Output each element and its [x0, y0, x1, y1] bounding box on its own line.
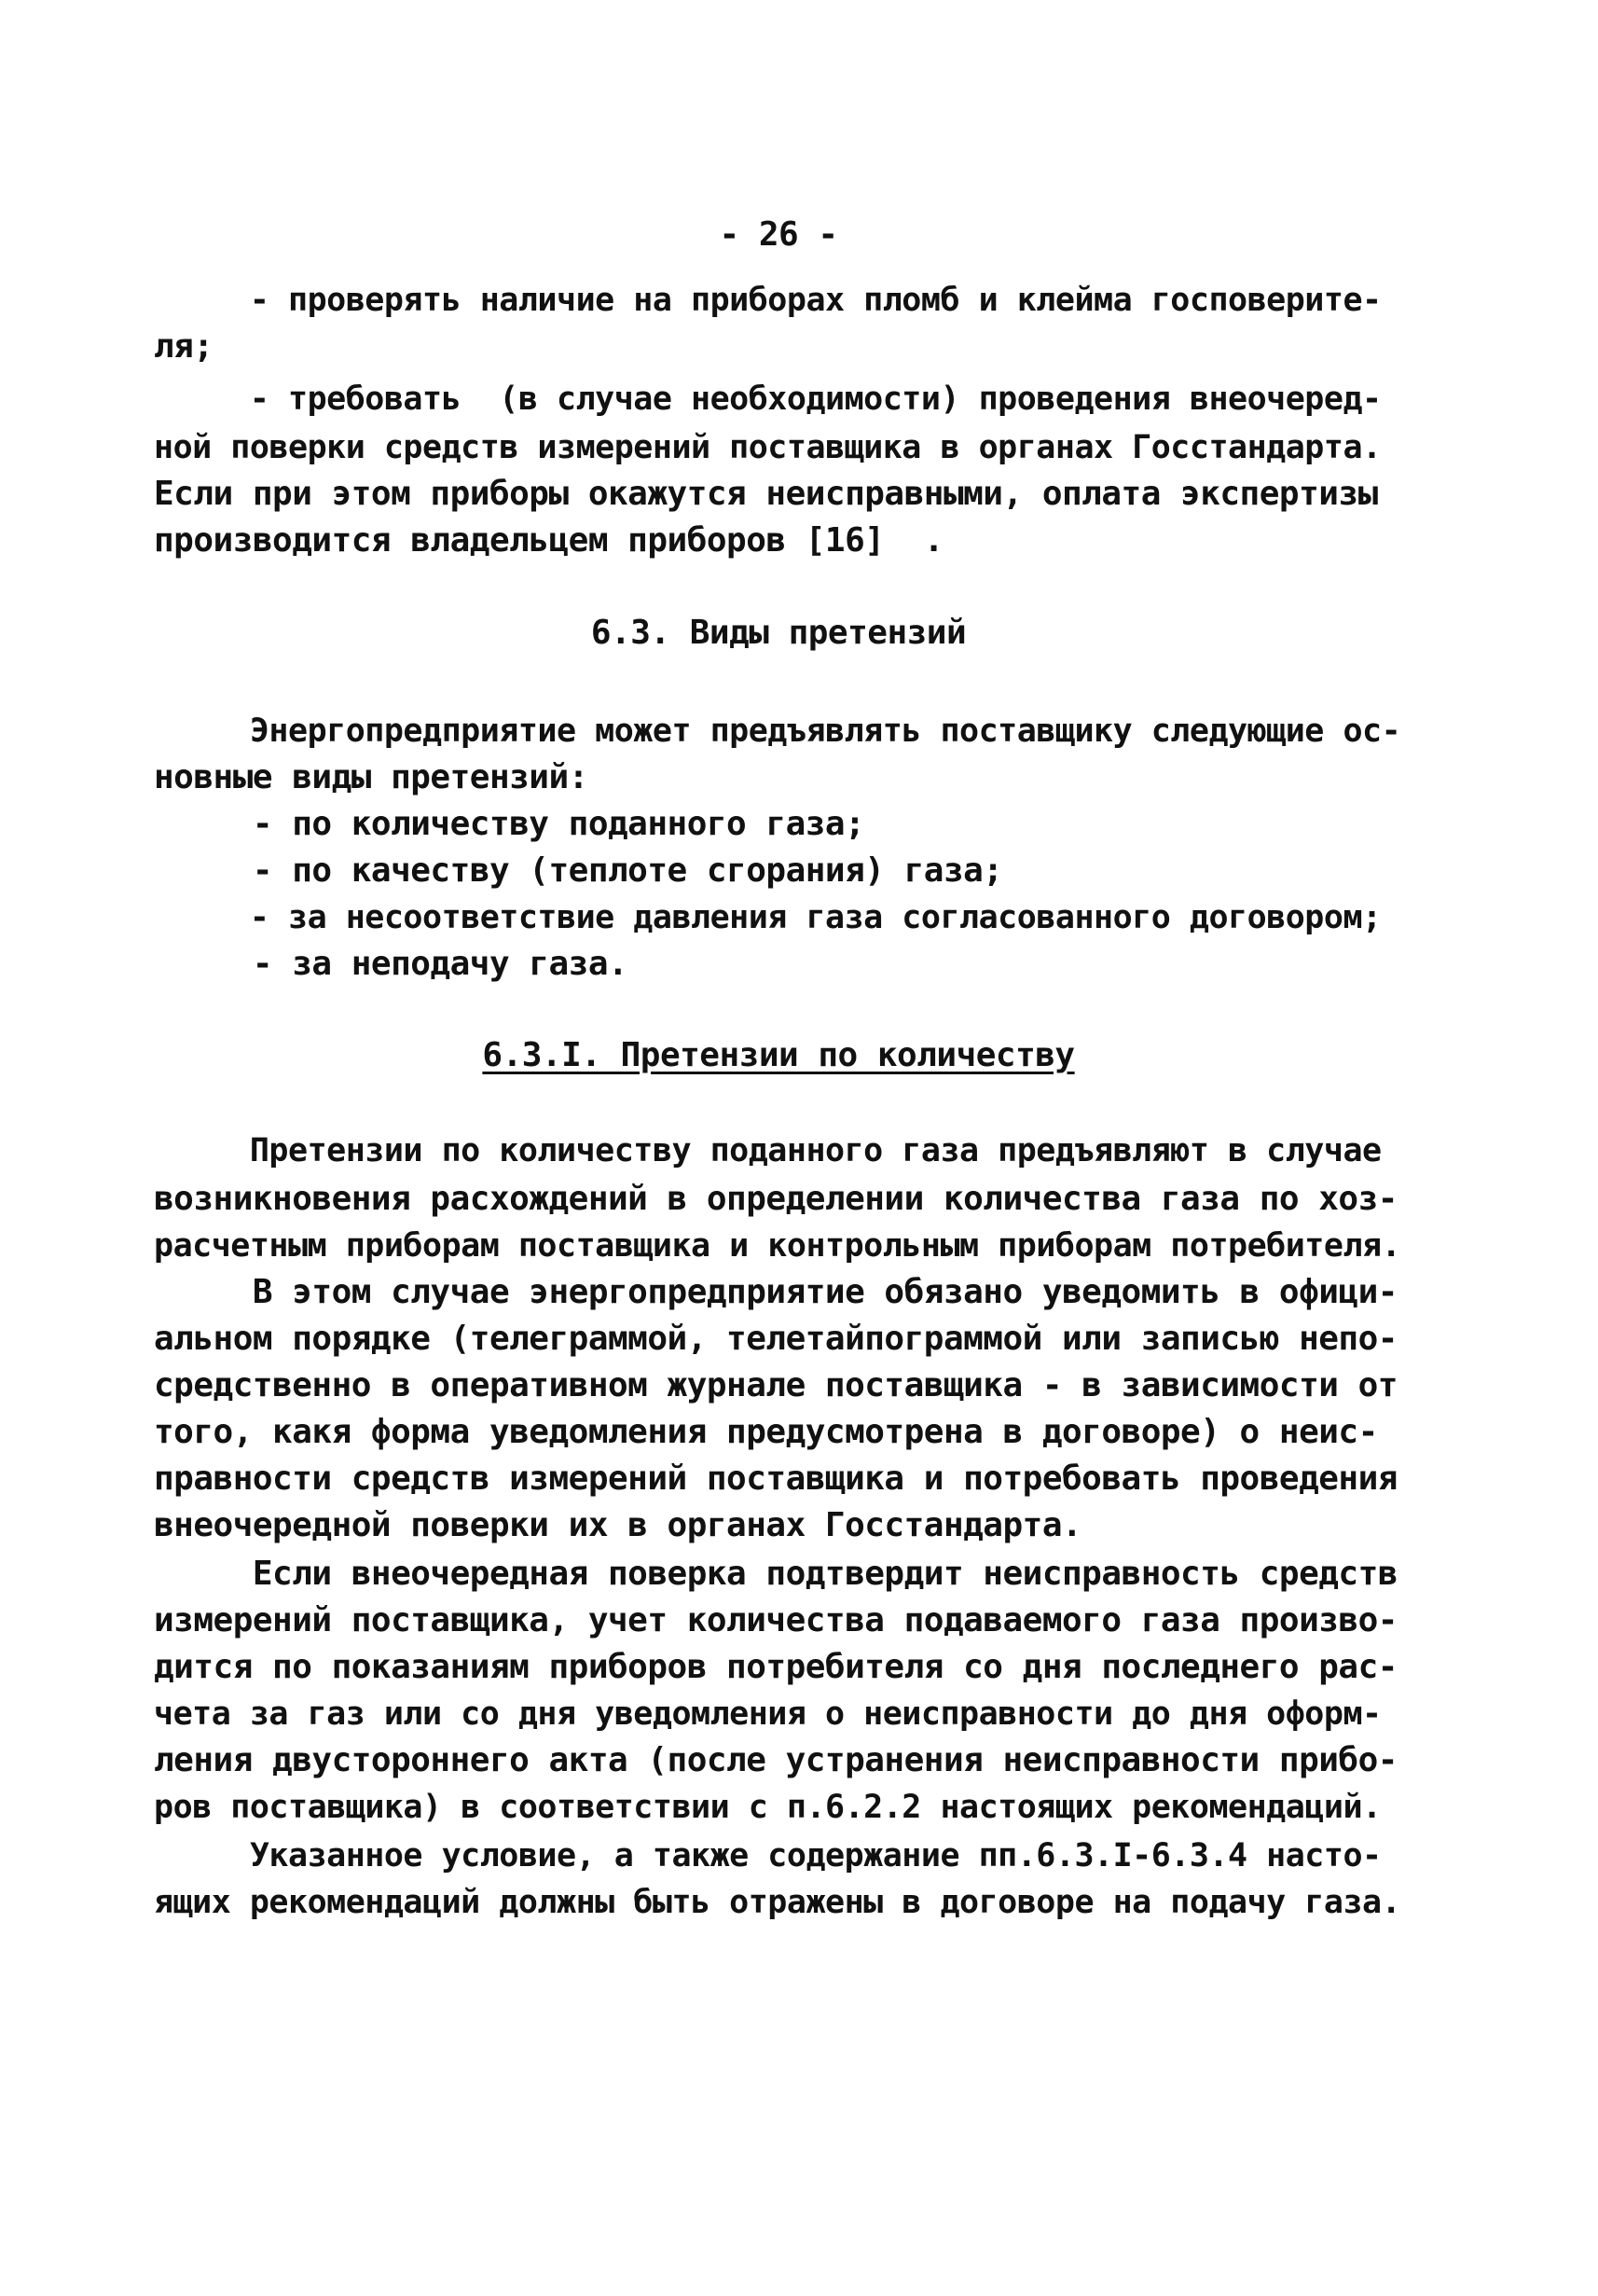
section-heading: 6.3. Виды претензий	[590, 614, 967, 652]
paragraph-line: Энергопредприятие может предъявлять поставщику следующие ос-	[154, 712, 1401, 750]
list-item: - за неподачу газа.	[154, 945, 628, 983]
paragraph-line: средственно в оперативном журнале поставщика - в зависимости от	[154, 1366, 1398, 1404]
paragraph-line: Указанное условие, а также содержание пп.6.3.I-6.3.4 насто-	[154, 1837, 1382, 1874]
paragraph-line: В этом случае энергопредприятие обязано уведомить в офици-	[154, 1273, 1398, 1311]
paragraph-line: новные виды претензий:	[154, 758, 588, 796]
subsection-heading	[154, 1033, 1403, 1078]
paragraph-line: Если внеочередная поверка подтвердит неисправность средств	[154, 1555, 1398, 1593]
paragraph-line: - требовать (в случае необходимости) проведения внеочеред-	[154, 380, 1382, 418]
paragraph-line: производится владельцем приборов [16] .	[154, 521, 944, 560]
paragraph-line: Если при этом приборы окажутся неисправными, оплата экспертизы	[154, 475, 1378, 513]
list-item: - по количеству поданного газа;	[154, 805, 865, 843]
paragraph-line: того, какя форма уведомления предусмотрена в договоре) о неис-	[154, 1413, 1378, 1451]
paragraph-line: ля;	[154, 327, 214, 366]
subsection-heading-text: 6.3.I. Претензии по количеству	[482, 1036, 1075, 1074]
paragraph-line: чета за газ или со дня уведомления о неисправности до дня оформ-	[154, 1695, 1382, 1733]
paragraph-line: ров поставщика) в соответствии с п.6.2.2 настоящих рекомендаций.	[154, 1789, 1382, 1826]
paragraph-line: возникновения расхождений в определении количества газа по хоз-	[154, 1180, 1398, 1218]
paragraph-line: правности средств измерений поставщика и потребовать проведения	[154, 1459, 1398, 1498]
paragraph-line: дится по показаниям приборов потребителя со дня последнего рас-	[154, 1648, 1398, 1686]
list-item: - по качеству (теплоте сгорания) газа;	[154, 851, 1003, 890]
page-number: - 26 -	[719, 215, 838, 254]
paragraph-line: ления двустороннего акта (после устранения неисправности прибо-	[154, 1741, 1398, 1779]
paragraph-line: измерений поставщика, учет количества подаваемого газа произво-	[154, 1601, 1398, 1639]
paragraph-line: ящих рекомендаций должны быть отражены в договоре на подачу газа.	[154, 1884, 1401, 1921]
paragraph-line: - проверять наличие на приборах пломб и клейма госповерите-	[154, 282, 1382, 319]
paragraph-line: альном порядке (телеграммой, телетайпограммой или записью непо-	[154, 1320, 1398, 1358]
list-item: - за несоответствие давления газа согласованного договором;	[154, 899, 1382, 936]
paragraph-line: ной поверки средств измерений поставщика в органах Госстандарта.	[154, 429, 1382, 466]
paragraph-line: внеочередной поверки их в органах Госстандарта.	[154, 1506, 1082, 1544]
paragraph-line: расчетным приборам поставщика и контрольным приборам потребителя.	[154, 1227, 1401, 1265]
paragraph-line: Претензии по количеству поданного газа предъявляют в случае	[154, 1132, 1382, 1169]
